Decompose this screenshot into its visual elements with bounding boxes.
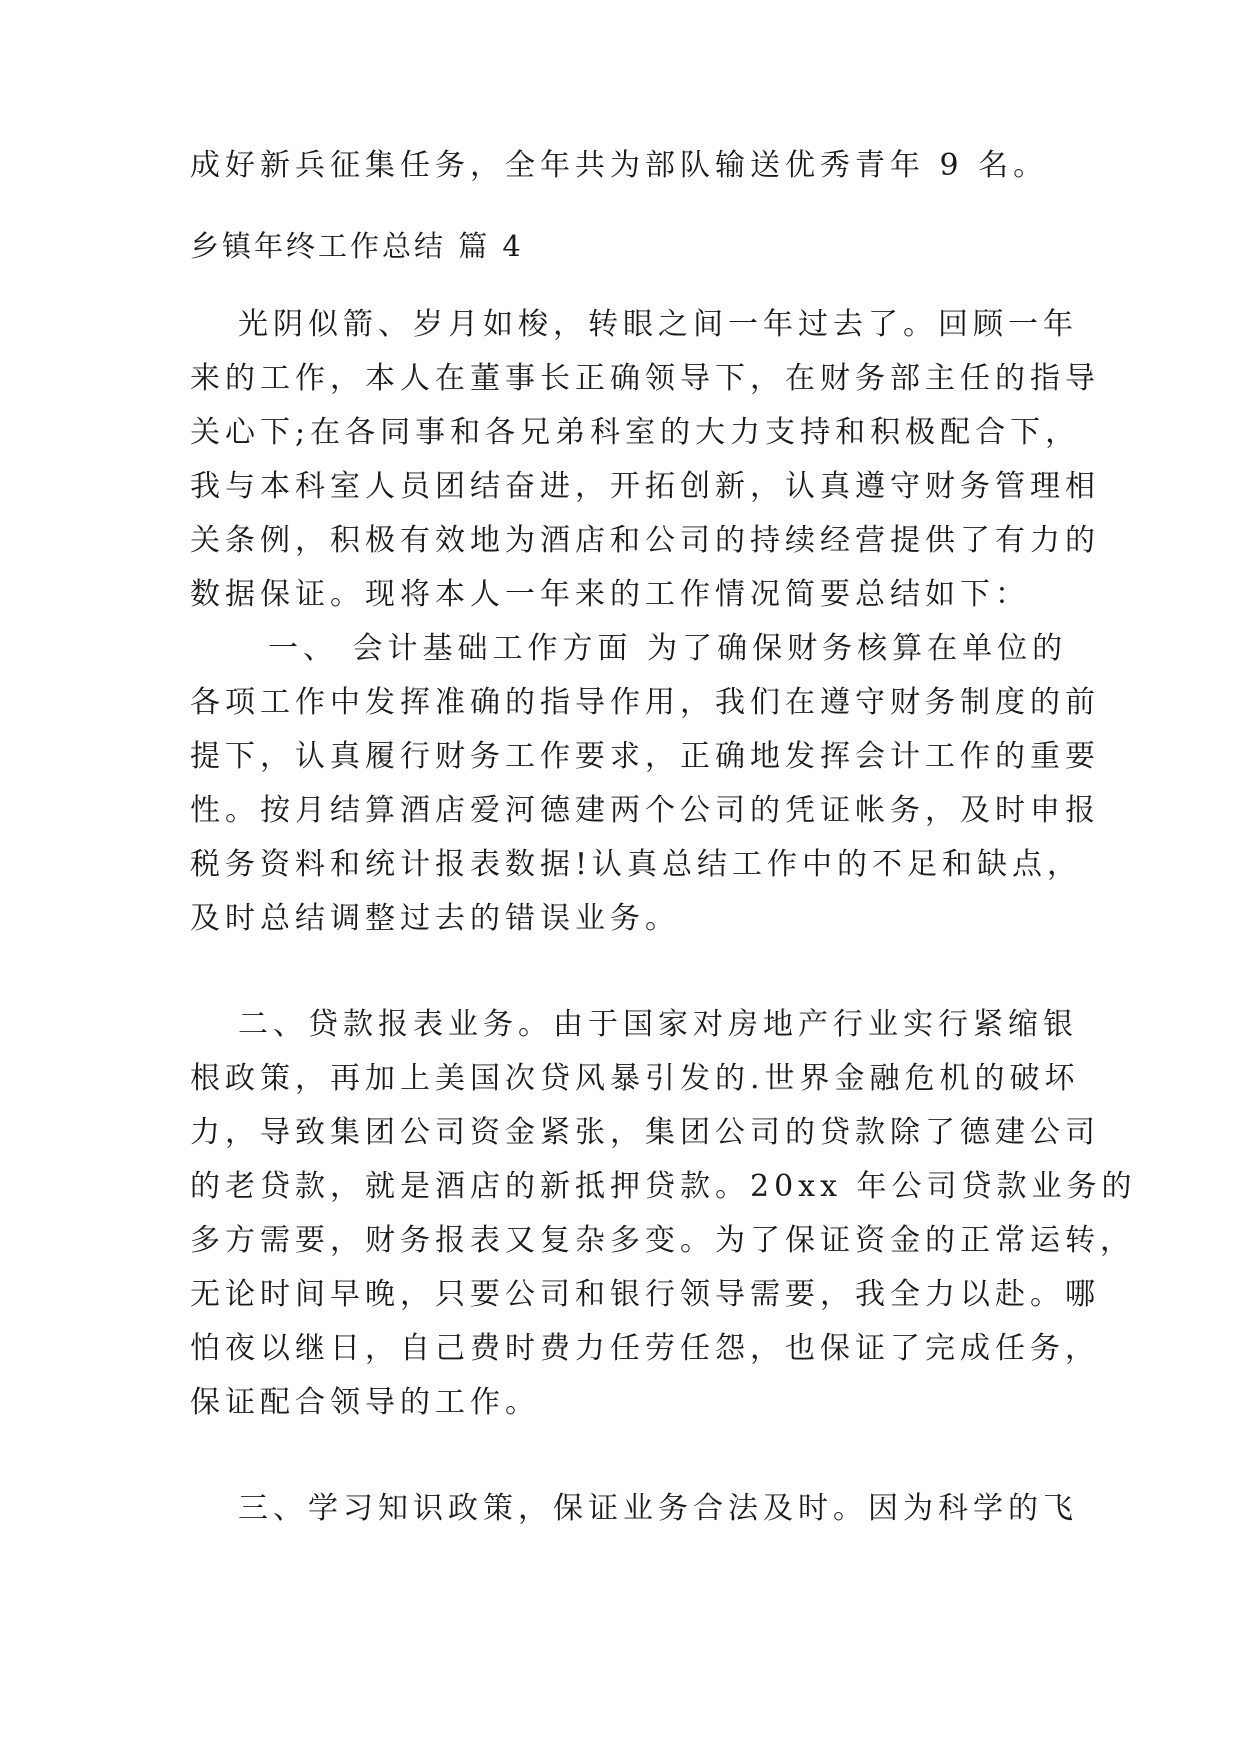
paragraph-line: 及时总结调整过去的错误业务。 bbox=[190, 901, 680, 936]
paragraph-line: 多方需要，财务报表又复杂多变。为了保证资金的正常运转， bbox=[190, 1223, 1135, 1258]
paragraph-line: 怕夜以继日，自己费时费力任劳任怨，也保证了完成任务， bbox=[190, 1331, 1100, 1366]
paragraph-line: 各项工作中发挥准确的指导作用，我们在遵守财务制度的前 bbox=[190, 685, 1100, 720]
paragraph-line: 我与本科室人员团结奋进，开拓创新，认真遵守财务管理相 bbox=[190, 469, 1100, 504]
paragraph-line: 三、学习知识政策，保证业务合法及时。因为科学的飞 bbox=[238, 1491, 1078, 1526]
paragraph-line: 来的工作，本人在董事长正确领导下，在财务部主任的指导 bbox=[190, 361, 1100, 396]
paragraph-line: 无论时间早晚，只要公司和银行领导需要，我全力以赴。哪 bbox=[190, 1277, 1100, 1312]
paragraph-line: 关条例，积极有效地为酒店和公司的持续经营提供了有力的 bbox=[190, 523, 1100, 558]
paragraph-line: 力，导致集团公司资金紧张，集团公司的贷款除了德建公司 bbox=[190, 1115, 1100, 1150]
paragraph-line: 二、贷款报表业务。由于国家对房地产行业实行紧缩银 bbox=[238, 1007, 1078, 1042]
paragraph-line: 根政策，再加上美国次贷风暴引发的.世界金融危机的破坏 bbox=[190, 1061, 1080, 1096]
section-heading: 乡镇年终工作总结 篇 4 bbox=[190, 229, 524, 263]
paragraph-line: 一、 会计基础工作方面 为了确保财务核算在单位的 bbox=[268, 631, 1068, 666]
paragraph-line: 数据保证。现将本人一年来的工作情况简要总结如下： bbox=[190, 577, 1030, 612]
paragraph-line: 税务资料和统计报表数据!认真总结工作中的不足和缺点， bbox=[190, 847, 1083, 882]
paragraph-line: 关心下;在各同事和各兄弟科室的大力支持和积极配合下， bbox=[190, 415, 1081, 450]
paragraph-line: 保证配合领导的工作。 bbox=[190, 1385, 540, 1420]
paragraph-line: 提下，认真履行财务工作要求，正确地发挥会计工作的重要 bbox=[190, 739, 1100, 774]
paragraph-line: 性。按月结算酒店爱河德建两个公司的凭证帐务，及时申报 bbox=[190, 793, 1100, 828]
paragraph-line: 的老贷款，就是酒店的新抵押贷款。20xx 年公司贷款业务的 bbox=[190, 1169, 1137, 1204]
paragraph-line: 光阴似箭、岁月如梭，转眼之间一年过去了。回顾一年 bbox=[238, 307, 1078, 342]
paragraph-line: 成好新兵征集任务，全年共为部队输送优秀青年 9 名。 bbox=[190, 148, 1049, 183]
